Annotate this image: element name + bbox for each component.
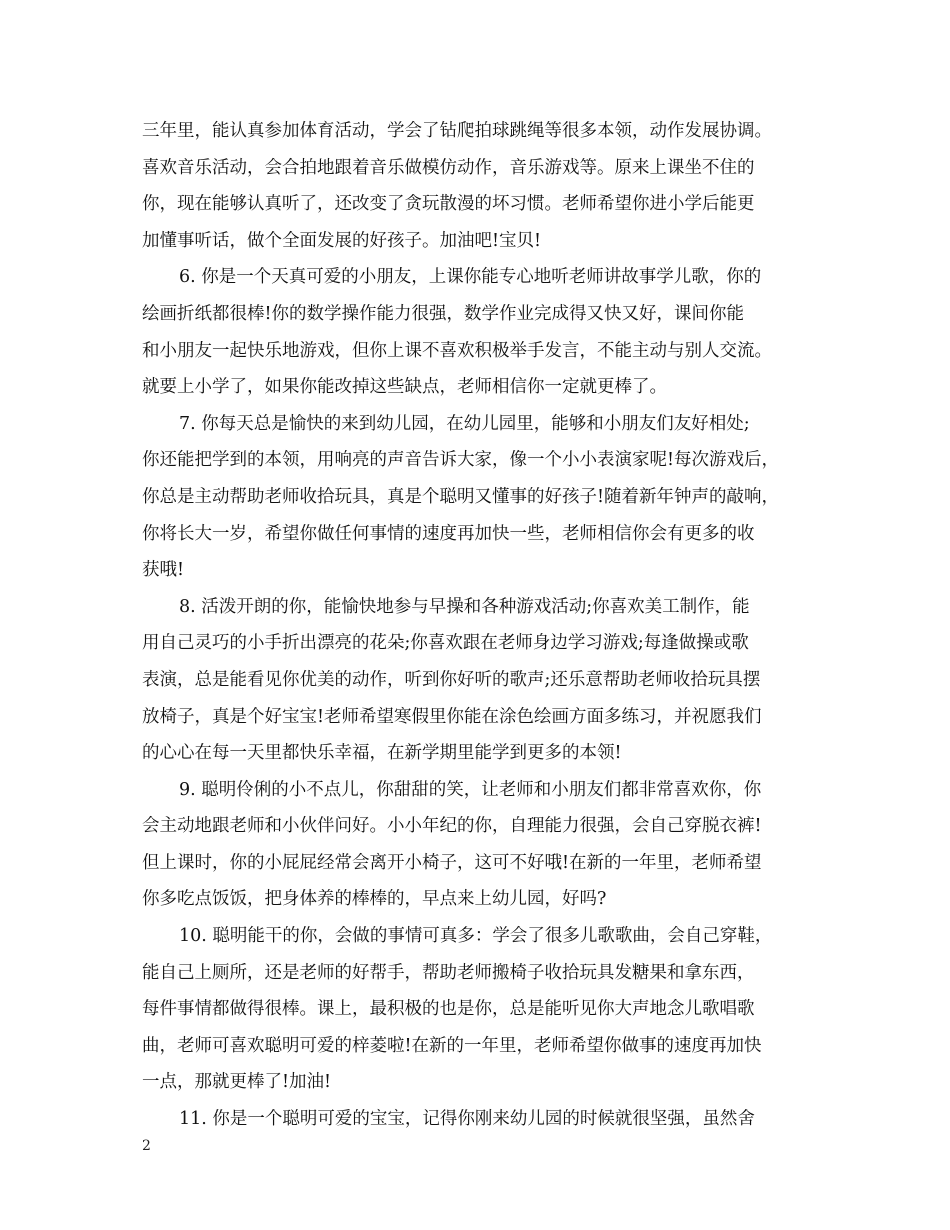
text-line: 喜欢音乐活动，会合拍地跟着音乐做模仿动作，音乐游戏等。原来上课坐不住的	[142, 157, 755, 178]
text-line: 会主动地跟老师和小伙伴问好。小小年纪的你，自理能力很强，会自己穿脱衣裤!	[142, 816, 762, 837]
text-line: 你将长大一岁，希望你做任何事情的速度再加快一些，老师相信你会有更多的收	[142, 523, 755, 544]
text-line: 获哦!	[142, 560, 185, 581]
text-line: 9. 聪明伶俐的小不点儿，你甜甜的笑，让老师和小朋友们都非常喜欢你，你	[179, 779, 762, 800]
text-line: 你，现在能够认真听了，还改变了贪玩散漫的坏习惯。老师希望你进小学后能更	[142, 194, 755, 215]
page-number: 2	[142, 1138, 151, 1154]
text-line: 表演，总是能看见你优美的动作，听到你好听的歌声;还乐意帮助老师收拾玩具摆	[142, 669, 761, 690]
text-line: 10. 聪明能干的你，会做的事情可真多：学会了很多儿歌歌曲，会自己穿鞋，	[179, 926, 773, 947]
text-line: 绘画折纸都很棒!你的数学操作能力很强，数学作业完成得又快又好，课间你能	[142, 303, 745, 324]
text-line: 每件事情都做得很棒。课上，最积极的也是你，总是能听见你大声地念儿歌唱歌	[142, 999, 755, 1020]
text-line: 6. 你是一个天真可爱的小朋友，上课你能专心地听老师讲故事学儿歌，你的	[179, 267, 762, 288]
text-line: 11. 你是一个聪明可爱的宝宝，记得你刚来幼儿园的时候就很坚强，虽然舍	[179, 1109, 755, 1130]
text-line: 你还能把学到的本领，用响亮的声音告诉大家，像一个小小表演家呢!每次游戏后，	[142, 450, 780, 471]
text-line: 7. 你每天总是愉快的来到幼儿园，在幼儿园里，能够和小朋友们友好相处;	[179, 413, 750, 434]
text-line: 你多吃点饭饭，把身体养的棒棒的，早点来上幼儿园，好吗?	[142, 889, 607, 910]
text-line: 但上课时，你的小屁屁经常会离开小椅子，这可不好哦!在新的一年里，老师希望	[142, 852, 762, 873]
text-line: 曲，老师可喜欢聪明可爱的梓菱啦!在新的一年里，老师希望你做事的速度再加快	[142, 1035, 762, 1056]
document-body	[142, 113, 812, 1138]
text-line: 的心心在每一天里都快乐幸福，在新学期里能学到更多的本领!	[142, 743, 622, 764]
text-line: 一点，那就更棒了!加油!	[142, 1072, 332, 1093]
text-line: 就要上小学了，如果你能改掉这些缺点，老师相信你一定就更棒了。	[142, 377, 667, 398]
text-line: 三年里，能认真参加体育活动，学会了钻爬拍球跳绳等很多本领，动作发展协调。	[142, 121, 772, 141]
text-line: 你总是主动帮助老师收拾玩具，真是个聪明又懂事的好孩子!随着新年钟声的敲响，	[142, 486, 780, 507]
text-line: 能自己上厕所，还是老师的好帮手，帮助老师搬椅子收拾玩具发糖果和拿东西，	[142, 962, 755, 983]
text-line: 和小朋友一起快乐地游戏，但你上课不喜欢积极举手发言，不能主动与别人交流。	[142, 340, 772, 361]
text-line: 加懂事听话，做个全面发展的好孩子。加油吧!宝贝!	[142, 230, 542, 251]
text-line: 放椅子，真是个好宝宝!老师希望寒假里你能在涂色绘画方面多练习，并祝愿我们	[142, 706, 762, 727]
text-line: 8. 活泼开朗的你，能愉快地参与早操和各种游戏活动;你喜欢美工制作，能	[179, 596, 750, 617]
text-line: 用自己灵巧的小手折出漂亮的花朵;你喜欢跟在老师身边学习游戏;每逢做操或歌	[142, 633, 749, 654]
